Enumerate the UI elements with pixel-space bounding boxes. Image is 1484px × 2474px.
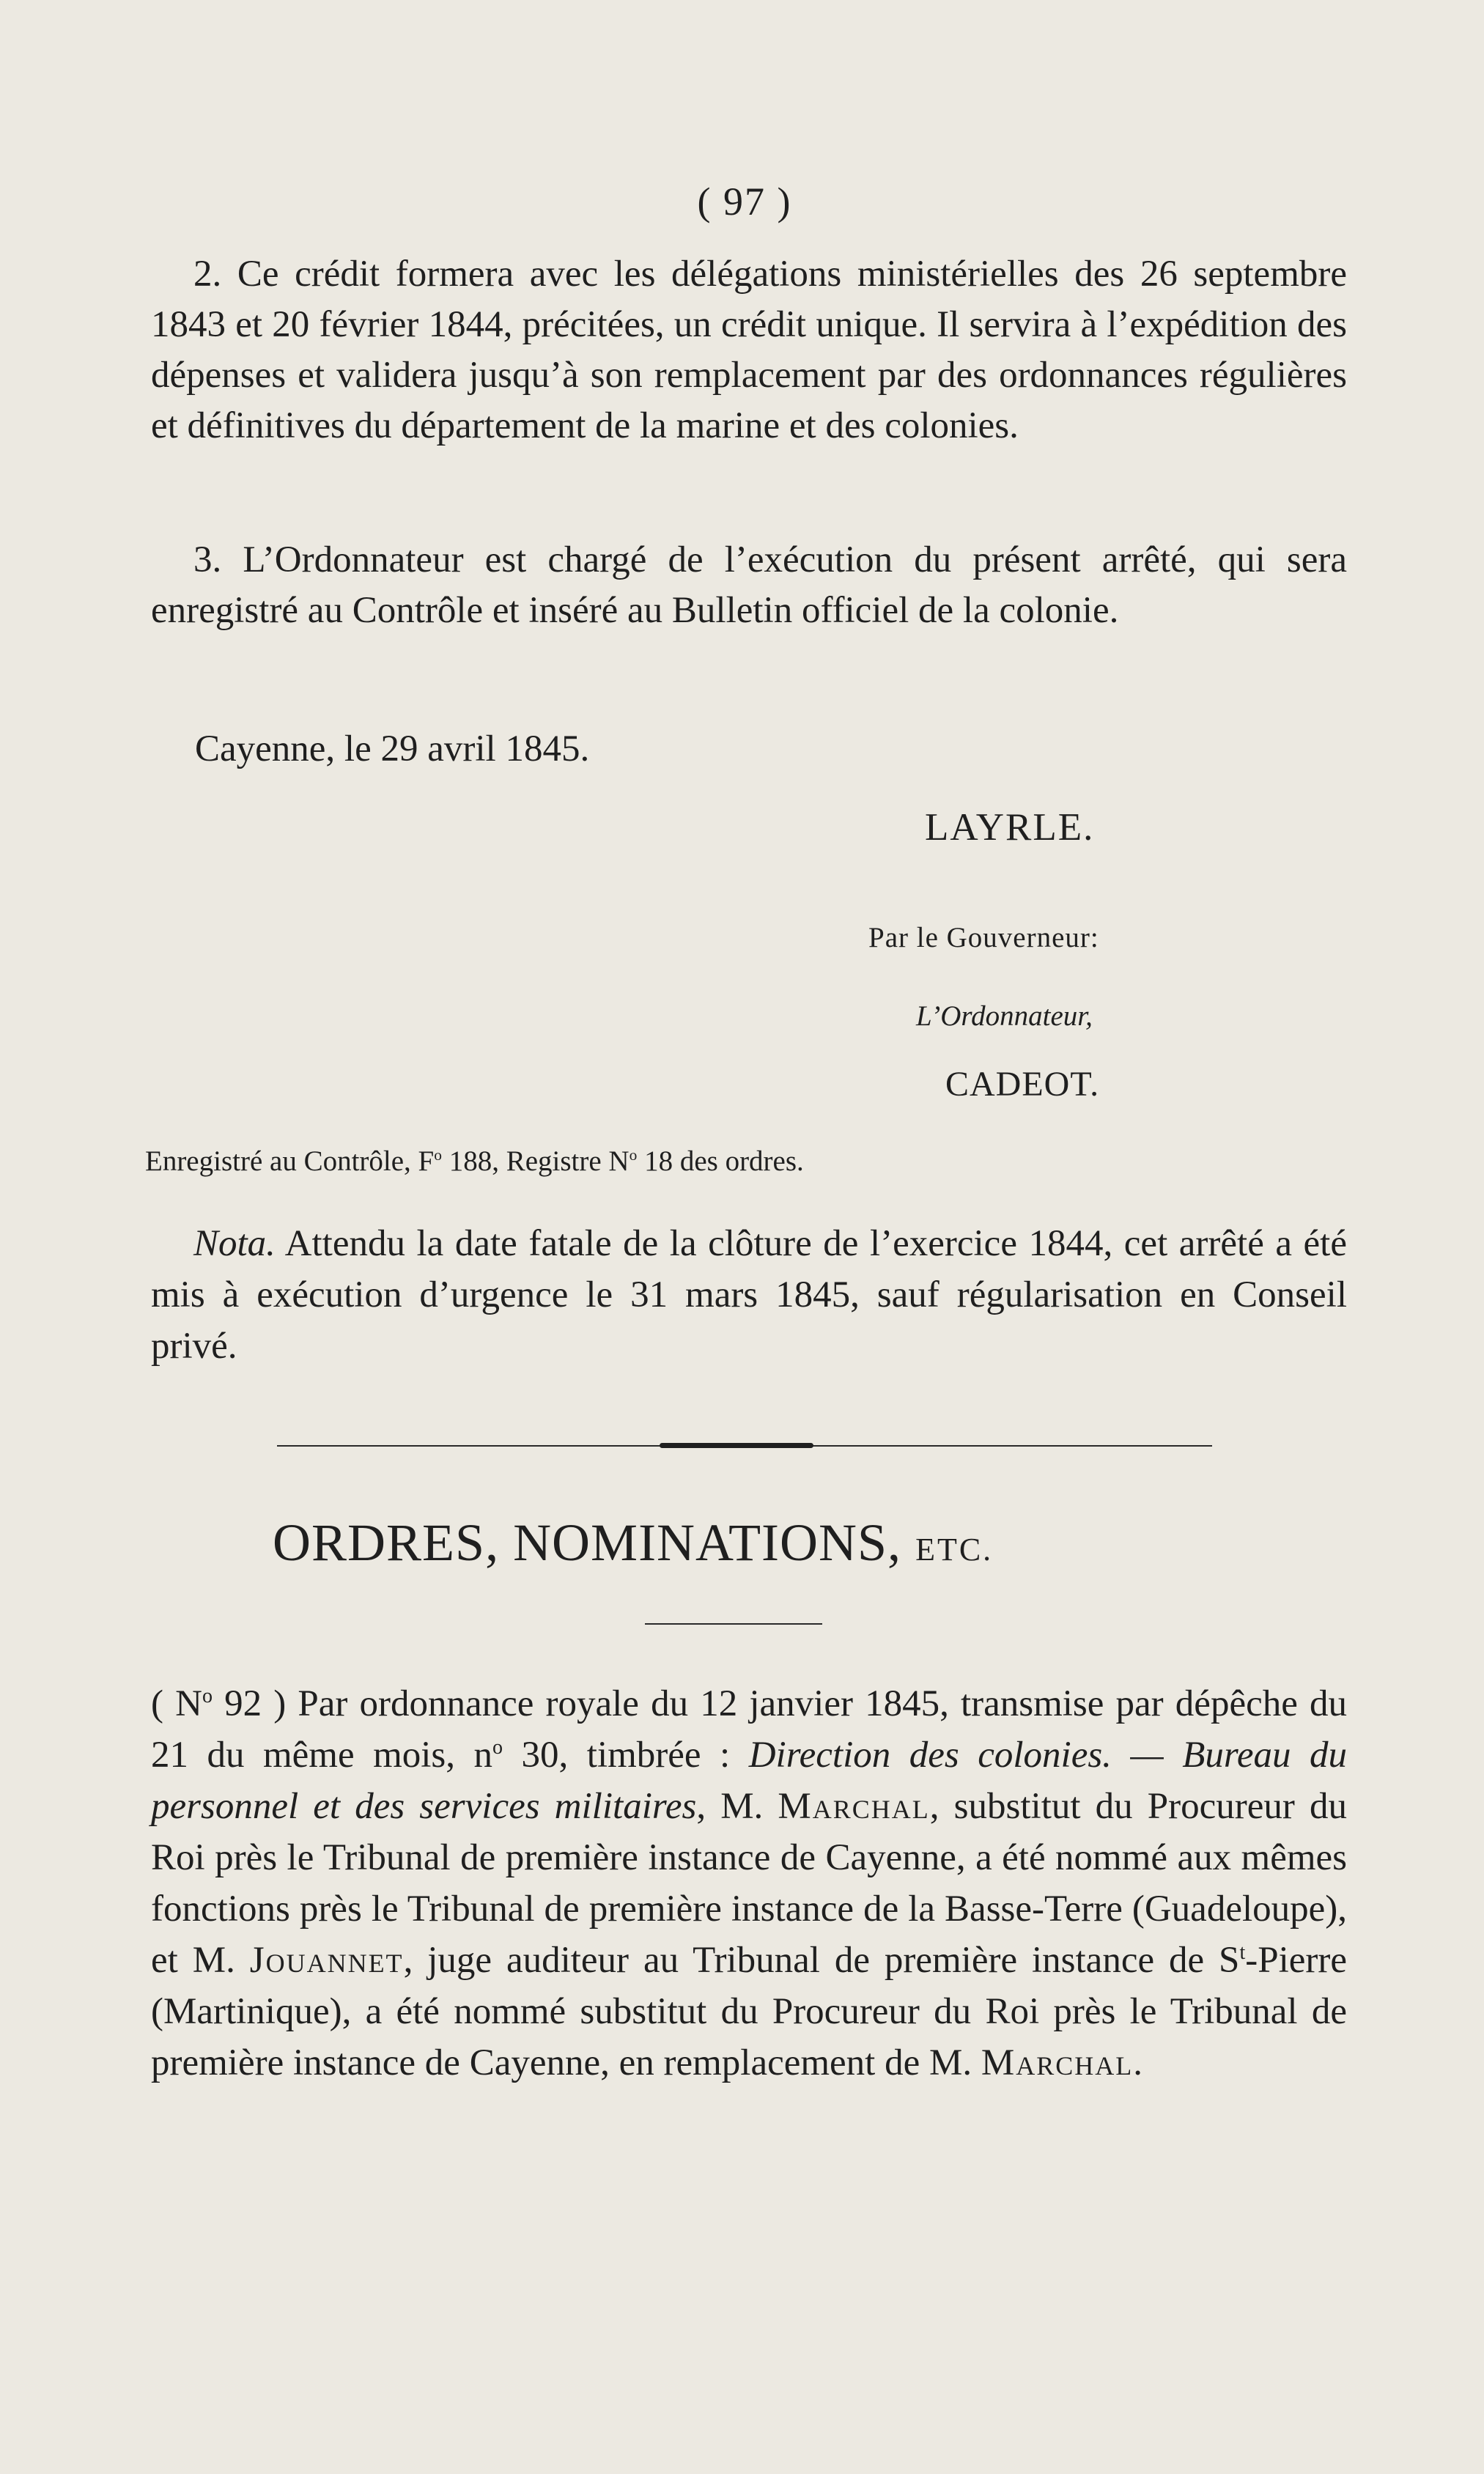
entry-number-close: 92 ) [212,1683,298,1724]
nota-paragraph [151,1218,1347,1372]
article-3-paragraph: 3. L’Ordonnateur est chargé de l’exécution du présent arrêté, qui sera enregistré au Contrôle et inséré au Bulletin officiel de la colonie. [151,539,1347,631]
entry-text-6: -Pierre (Martinique), a été nommé substitut du Procureur du Roi près le Tribunal de première instance de Cayenne, en remplacement de M. [151,1940,1347,2083]
entry-number-sup: o [202,1685,213,1707]
registration-prefix: Enregistré au Contrôle, F [145,1145,435,1177]
page-number: ( 97 ) [697,180,792,224]
ordonnateur-title: L’Ordonnateur, [916,1000,1093,1032]
heading-underline [645,1623,822,1625]
article-2-paragraph: 2. Ce crédit formera avec les délégations ministérielles des 26 septembre 1843 et 20 février 1844, précitées, un crédit unique. Il servira à l’expédition des dépenses et validera jusqu’à son remplacement par des ordonnances régulières et définitives du département de la marine et des colonies. [151,254,1347,446]
entry-number-open: ( N [151,1683,202,1724]
entry-name-marchal: Marchal [778,1786,930,1827]
nota-text: Attendu la date fatale de la clôture de l’exercice 1844, cet arrêté a été mis à exécution d’urgence le 31 mars 1845, sauf régularisation en Conseil privé. [151,1223,1347,1367]
registration-suffix: 18 des ordres. [637,1145,804,1177]
section-title: ORDRES, NOMINATIONS, [273,1513,916,1572]
entry-name-jouannet: Jouannet [249,1940,404,1981]
entry-text-1-sup: o [492,1736,503,1759]
registration-line [145,1143,1112,1180]
entry-text-5-sup: t [1239,1941,1246,1964]
ordonnateur-signature: CADEOT. [945,1065,1100,1104]
entry-italic-direction: Direction des colonies. — Bureau du personnel et des services militaires [151,1735,1347,1827]
nota-label: Nota. [193,1223,276,1264]
section-title-etc: ETC. [915,1532,994,1568]
entry-name-marchal-2: Marchal [981,2042,1134,2083]
governor-signature: LAYRLE. [925,806,1095,849]
entry-text-4: , substitut du Procureur du Roi près le Tribunal de première instance de Cayenne, a été nommé aux mêmes fonctions près le Tribunal de première instance de la Basse-Terre (Guadeloupe), et M. [151,1786,1347,1981]
entry-text-1: Par ordonnance royale du 12 janvier 1845, transmise par dépêche du 21 du même mois, n [151,1683,1347,1776]
entry-92-paragraph [151,1678,1347,2089]
registration-folio-sup: o [434,1146,442,1164]
section-divider-ornament [660,1443,813,1448]
registration-middle: 188, Registre N [441,1145,630,1177]
date-line: Cayenne, le 29 avril 1845. [195,728,590,769]
entry-text-7: . [1133,2042,1142,2083]
entry-text-2: 30, timbrée : [503,1735,749,1776]
par-le-gouverneur: Par le Gouverneur: [868,922,1099,953]
entry-text-5: , juge auditeur au Tribunal de première instance de S [403,1940,1240,1981]
registration-registre-sup: o [629,1146,638,1164]
entry-text-3: , M. [696,1786,778,1827]
section-heading [273,1510,1225,1583]
